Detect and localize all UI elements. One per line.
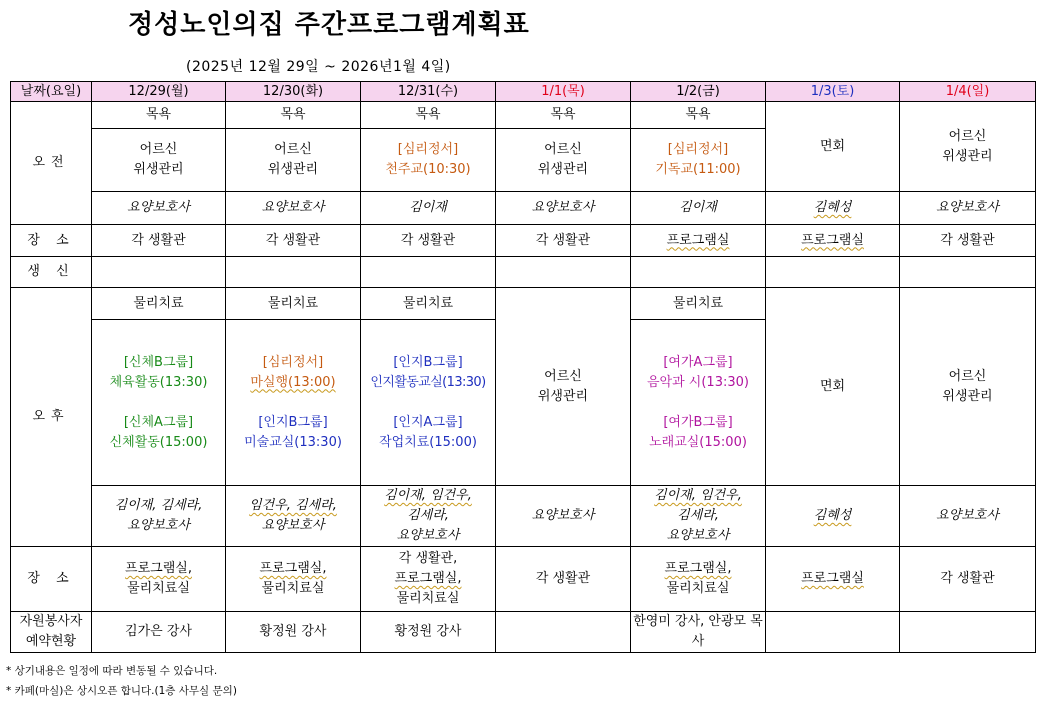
cell-line: 위생관리: [267, 162, 319, 177]
cell-line: 위생관리: [133, 162, 184, 177]
cell-line: [228, 559, 358, 579]
cell-line: [신체B그룹]: [123, 354, 194, 370]
birthday-cell: [900, 257, 1036, 288]
cell-line: [인지A그룹]: [393, 414, 463, 430]
morning-bath-row: [11, 102, 1036, 129]
cell-line: 요양보호사: [261, 518, 325, 533]
birthday-cell: [631, 257, 766, 288]
afternoon-pt-row: [11, 288, 1036, 320]
afternoon-place-row: [11, 547, 1036, 612]
afternoon-hygiene-cell: [496, 288, 631, 486]
cell-line: 물리치료실: [127, 581, 190, 596]
place-text: 프로그램실: [666, 232, 730, 248]
place-text: 프로그램실,: [394, 571, 462, 586]
place-label: 장 소: [11, 547, 92, 612]
cell-line: 체육활동(13:30): [109, 374, 208, 390]
cell-line: [여가A그룹]: [663, 354, 733, 370]
volunteer-cell: 김가은 강사: [92, 612, 226, 653]
place-cell: [92, 547, 226, 612]
place-cell: [766, 225, 900, 257]
header-day: 12/29(월): [92, 82, 226, 102]
cell-line: 미술교실(13:30): [244, 434, 342, 450]
birthday-cell: [226, 257, 361, 288]
staff-cell: 요양보호사: [496, 486, 631, 547]
volunteer-label: [11, 612, 92, 653]
morning-staff-row: [11, 192, 1036, 225]
header-day-sunday: 1/4(일): [900, 82, 1036, 102]
place-cell: 각 생활관: [92, 225, 226, 257]
cell-line: [인지B그룹]: [393, 354, 463, 370]
header-day-holiday: 1/1(목): [496, 82, 631, 102]
header-row: [11, 82, 1036, 102]
place-cell: [361, 547, 496, 612]
place-cell: [766, 547, 900, 612]
bath-cell: 목욕: [92, 102, 226, 129]
place-cell: 각 생활관: [496, 225, 631, 257]
morning-label: 오전: [11, 102, 92, 225]
cell-text: 마실행(13:00): [250, 374, 336, 390]
place-text: 프로그램실,: [259, 561, 327, 576]
place-cell: 각 생활관: [900, 547, 1036, 612]
staff-name: 김이재, 임건우,: [384, 488, 472, 503]
cell-line: [94, 559, 223, 579]
morning-place-row: [11, 225, 1036, 257]
morning-program-cell: [361, 129, 496, 192]
header-day: 12/30(화): [226, 82, 361, 102]
cell-line: 물리치료실: [261, 581, 325, 596]
afternoon-program-cell: [226, 320, 361, 486]
cell-line: [심리정서]: [397, 142, 459, 157]
bath-cell: 목욕: [631, 102, 766, 129]
place-cell: [631, 547, 766, 612]
cell-line: 요양보호사: [396, 528, 460, 543]
bath-cell: 목욕: [496, 102, 631, 129]
afternoon-program-cell: [631, 320, 766, 486]
bath-cell: 목욕: [361, 102, 496, 129]
staff-name: 임건우, 김세라,: [249, 498, 337, 513]
cell-line: 신체활동(15:00): [109, 434, 208, 450]
cell-line: 어르신: [544, 142, 582, 157]
cell-line: [228, 496, 358, 516]
cell-line: [인지B그룹]: [258, 414, 328, 430]
place-cell: [226, 547, 361, 612]
staff-cell: 김이재: [361, 192, 496, 225]
morning-visit-cell: 면회: [766, 102, 900, 192]
staff-cell: [766, 486, 900, 547]
cell-line: 요양보호사: [127, 518, 190, 533]
afternoon-hygiene-cell: [900, 288, 1036, 486]
volunteer-cell: 한영미 강사, 안광모 목사: [631, 612, 766, 653]
birthday-cell: [766, 257, 900, 288]
morning-program-cell: [631, 129, 766, 192]
footnote: * 카페(마실)은 상시오픈 합니다.(1층 사무실 문의): [6, 685, 237, 697]
place-cell: 각 생활관: [361, 225, 496, 257]
volunteer-row: [11, 612, 1036, 653]
staff-cell: 요양보호사: [226, 192, 361, 225]
birthday-cell: [496, 257, 631, 288]
cell-line: 김이재, 김세라,: [114, 498, 203, 513]
cell-line: 인지활동교실(13:30): [370, 374, 486, 390]
header-day: 1/2(금): [631, 82, 766, 102]
volunteer-cell: [900, 612, 1036, 653]
afternoon-visit-cell: 면회: [766, 288, 900, 486]
cell-line: 요양보호사: [666, 528, 730, 543]
place-label: 장 소: [11, 225, 92, 257]
volunteer-cell: 황정원 강사: [226, 612, 361, 653]
cell-line: 물리치료실: [396, 591, 460, 606]
place-cell: 각 생활관: [226, 225, 361, 257]
cell-line: [신체A그룹]: [123, 414, 194, 430]
cell-line: 어르신: [544, 368, 582, 384]
staff-cell: 김이재: [631, 192, 766, 225]
header-day: 12/31(수): [361, 82, 496, 102]
cell-line: 예약현황: [25, 634, 77, 649]
morning-hygiene-cell: [900, 102, 1036, 192]
pt-cell: 물리치료: [226, 288, 361, 320]
pt-cell: 물리치료: [631, 288, 766, 320]
cell-line: [363, 569, 493, 589]
staff-name: 김혜성: [813, 200, 852, 215]
cell-line: [633, 559, 763, 579]
staff-cell: [226, 486, 361, 547]
morning-program-cell: [92, 129, 226, 192]
staff-cell: [92, 486, 226, 547]
staff-cell: [766, 192, 900, 225]
birthday-cell: [361, 257, 496, 288]
volunteer-cell: [766, 612, 900, 653]
cell-line: 음악과 시(13:30): [647, 374, 749, 390]
morning-program-cell: [226, 129, 361, 192]
afternoon-staff-row: [11, 486, 1036, 547]
cell-line: 자원봉사자: [19, 614, 83, 629]
cell-line: [363, 486, 493, 506]
staff-cell: 요양보호사: [900, 192, 1036, 225]
schedule-table: [10, 81, 1036, 653]
place-text: 프로그램실,: [664, 561, 732, 576]
place-text: 프로그램실,: [125, 561, 192, 576]
staff-cell: [631, 486, 766, 547]
place-text: 프로그램실: [801, 571, 864, 586]
staff-name: 김혜성: [813, 508, 852, 523]
cell-line: 기독교(11:00): [655, 162, 741, 177]
cell-line: 각 생활관,: [398, 551, 458, 566]
cell-line: 김세라,: [677, 508, 719, 523]
cell-line: 어르신: [948, 128, 987, 144]
cell-line: [심리정서]: [262, 354, 324, 370]
cell-line: 위생관리: [942, 388, 993, 404]
cell-line: [여가B그룹]: [663, 414, 733, 430]
staff-cell: 요양보호사: [92, 192, 226, 225]
place-cell: 각 생활관: [900, 225, 1036, 257]
cell-line: 위생관리: [942, 148, 993, 164]
cell-line: [633, 486, 763, 506]
cell-line: 물리치료실: [666, 581, 730, 596]
volunteer-cell: [496, 612, 631, 653]
bath-cell: 목욕: [226, 102, 361, 129]
birthday-row: [11, 257, 1036, 288]
pt-cell: 물리치료: [92, 288, 226, 320]
morning-program-cell: [496, 129, 631, 192]
birthday-cell: [92, 257, 226, 288]
place-cell: 각 생활관: [496, 547, 631, 612]
header-day-saturday: 1/3(토): [766, 82, 900, 102]
pt-cell: 물리치료: [361, 288, 496, 320]
cell-line: 천주교(10:30): [385, 162, 471, 177]
afternoon-program-cell: [361, 320, 496, 486]
cell-line: 노래교실(15:00): [649, 434, 747, 450]
cell-line: 김세라,: [407, 508, 449, 523]
place-text: 프로그램실: [801, 232, 864, 248]
cell-line: 어르신: [948, 368, 987, 384]
cell-line: [228, 373, 358, 393]
staff-cell: 요양보호사: [900, 486, 1036, 547]
cell-line: 어르신: [139, 142, 178, 157]
cell-line: [심리정서]: [667, 142, 729, 157]
footnotes: [6, 661, 237, 701]
schedule-period: (2025년 12월 29일 ~ 2026년1월 4일): [186, 59, 451, 75]
header-date-label: 날짜(요일): [11, 82, 92, 102]
page-title: 정성노인의집 주간프로그램계획표: [128, 10, 530, 40]
place-cell: [631, 225, 766, 257]
birthday-label: 생 신: [11, 257, 92, 288]
volunteer-cell: 황정원 강사: [361, 612, 496, 653]
cell-line: 어르신: [274, 142, 312, 157]
cell-line: 작업치료(15:00): [379, 434, 477, 450]
staff-cell: 요양보호사: [496, 192, 631, 225]
afternoon-program-cell: [92, 320, 226, 486]
staff-name: 김이재, 임건우,: [654, 488, 742, 503]
staff-cell: [361, 486, 496, 547]
afternoon-label: 오후: [11, 288, 92, 547]
footnote: * 상기내용은 일정에 따라 변동될 수 있습니다.: [6, 665, 218, 677]
cell-line: 위생관리: [537, 388, 589, 404]
cell-line: 위생관리: [537, 162, 589, 177]
